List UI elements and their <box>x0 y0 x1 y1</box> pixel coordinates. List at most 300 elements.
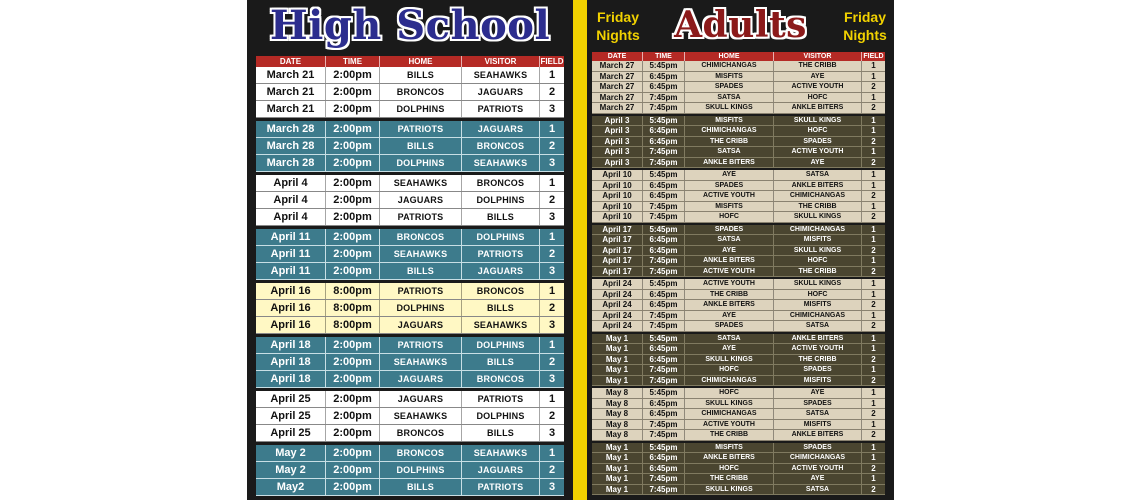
field-cell: 2 <box>548 410 556 422</box>
date-cell: April 3 <box>592 158 643 168</box>
table-row <box>592 170 885 181</box>
home-team-cell: BILLS <box>380 479 462 495</box>
date-cell: April 10 <box>592 191 643 201</box>
date-cell: April 11 <box>256 229 326 245</box>
date-cell: May 8 <box>592 388 643 398</box>
date-cell: April 16 <box>256 300 326 316</box>
table-row <box>256 425 564 442</box>
home-team-cell: MISFITS <box>685 72 774 82</box>
time-cell: 2:00pm <box>326 175 380 191</box>
field-cell: 1 <box>548 393 556 405</box>
field-cell: 1 <box>871 147 876 156</box>
table-row <box>592 137 885 148</box>
field-cell: 1 <box>871 398 876 408</box>
field-cell: 3 <box>548 157 556 169</box>
home-team-cell: SEAHAWKS <box>380 354 462 370</box>
date-cell: May 8 <box>592 409 643 419</box>
field-cell: 3 <box>548 427 556 439</box>
table-row <box>592 147 885 158</box>
time-cell: 8:00pm <box>326 300 380 316</box>
visitor-team-cell: DOLPHINS <box>462 192 540 208</box>
time-cell: 7:45pm <box>643 311 685 321</box>
column-header-visitor: VISITOR <box>462 56 540 67</box>
table-row <box>592 365 885 376</box>
visitor-team-cell: SPADES <box>774 443 862 453</box>
visitor-team-cell: AYE <box>774 388 862 398</box>
field-cell: 2 <box>548 140 556 152</box>
date-cell: April 16 <box>256 317 326 333</box>
visitor-team-cell: THE CRIBB <box>774 267 862 277</box>
field-cell: 3 <box>548 103 556 115</box>
date-cell: April 3 <box>592 116 643 126</box>
home-team-cell: BILLS <box>380 138 462 154</box>
date-cell: April 4 <box>256 192 326 208</box>
visitor-team-cell: JAGUARS <box>462 263 540 279</box>
field-cell: 1 <box>548 339 556 351</box>
visitor-team-cell: ANKLE BITERS <box>774 181 862 191</box>
table-row <box>592 61 885 72</box>
field-cell: 3 <box>548 211 556 223</box>
visitor-team-cell: ANKLE BITERS <box>774 103 862 113</box>
visitor-team-cell: SEAHAWKS <box>462 317 540 333</box>
field-cell: 1 <box>548 177 556 189</box>
table-row <box>592 235 885 246</box>
home-team-cell: SATSA <box>685 235 774 245</box>
time-cell: 2:00pm <box>326 479 380 495</box>
time-cell: 7:45pm <box>643 158 685 168</box>
visitor-team-cell: ANKLE BITERS <box>774 430 862 440</box>
high-school-title: High School <box>269 2 551 49</box>
time-cell: 5:45pm <box>643 170 685 180</box>
home-team-cell: ANKLE BITERS <box>685 158 774 168</box>
field-cell: 2 <box>871 191 876 200</box>
field-cell: 1 <box>871 279 876 288</box>
table-row <box>592 443 885 454</box>
field-cell: 1 <box>871 256 876 265</box>
time-cell: 5:45pm <box>643 388 685 398</box>
column-header-date: DATE <box>256 56 326 67</box>
time-cell: 2:00pm <box>326 138 380 154</box>
home-team-cell: SKULL KINGS <box>685 399 774 409</box>
date-cell: May 1 <box>592 453 643 463</box>
time-cell: 6:45pm <box>643 409 685 419</box>
field-cell: 2 <box>548 302 556 314</box>
date-cell: April 10 <box>592 202 643 212</box>
date-cell: May 1 <box>592 485 643 495</box>
field-cell: 2 <box>871 354 876 364</box>
home-team-cell: ACTIVE YOUTH <box>685 191 774 201</box>
table-row <box>256 408 564 425</box>
home-team-cell: PATRIOTS <box>380 283 462 299</box>
time-cell: 2:00pm <box>326 209 380 225</box>
date-cell: May2 <box>256 479 326 495</box>
time-cell: 6:45pm <box>643 235 685 245</box>
field-cell: 2 <box>871 103 876 112</box>
table-row <box>592 300 885 311</box>
table-row <box>592 279 885 290</box>
table-row <box>256 354 564 371</box>
visitor-team-cell: DOLPHINS <box>462 337 540 353</box>
field-cell: 2 <box>871 375 876 385</box>
table-row <box>592 93 885 104</box>
field-cell: 2 <box>548 248 556 260</box>
date-cell: March 27 <box>592 93 643 103</box>
home-team-cell: MISFITS <box>685 116 774 126</box>
visitor-team-cell: ACTIVE YOUTH <box>774 464 862 474</box>
field-cell: 2 <box>548 464 556 476</box>
table-row <box>256 138 564 155</box>
home-team-cell: MISFITS <box>685 443 774 453</box>
table-row <box>592 212 885 223</box>
field-cell: 1 <box>871 344 876 353</box>
home-team-cell: SKULL KINGS <box>685 485 774 495</box>
table-row <box>592 344 885 355</box>
time-cell: 6:45pm <box>643 344 685 354</box>
table-row <box>256 155 564 172</box>
time-cell: 6:45pm <box>643 464 685 474</box>
date-cell: April 17 <box>592 246 643 256</box>
field-cell: 1 <box>871 235 876 244</box>
adults-table-header <box>592 52 885 61</box>
column-header-visitor: VISITOR <box>774 52 862 61</box>
date-cell: April 24 <box>592 321 643 331</box>
visitor-team-cell: BILLS <box>462 354 540 370</box>
date-cell: April 10 <box>592 170 643 180</box>
field-cell: 1 <box>871 201 876 211</box>
date-cell: April 24 <box>592 290 643 300</box>
visitor-team-cell: ACTIVE YOUTH <box>774 82 862 92</box>
date-cell: May 1 <box>592 365 643 375</box>
date-cell: May 1 <box>592 344 643 354</box>
table-row <box>256 229 564 246</box>
table-row <box>592 191 885 202</box>
table-row <box>592 256 885 267</box>
date-cell: May 8 <box>592 399 643 409</box>
home-team-cell: SPADES <box>685 225 774 235</box>
time-cell: 6:45pm <box>643 290 685 300</box>
home-team-cell: HOFC <box>685 365 774 375</box>
home-team-cell: JAGUARS <box>380 192 462 208</box>
table-row <box>592 474 885 485</box>
table-row <box>592 103 885 114</box>
home-team-cell: SATSA <box>685 93 774 103</box>
home-team-cell: SPADES <box>685 321 774 331</box>
table-row <box>592 290 885 301</box>
date-cell: April 3 <box>592 147 643 157</box>
time-cell: 2:00pm <box>326 229 380 245</box>
visitor-team-cell: HOFC <box>774 126 862 136</box>
field-cell: 3 <box>548 481 556 493</box>
time-cell: 7:45pm <box>643 147 685 157</box>
date-cell: May 2 <box>256 462 326 478</box>
field-cell: 1 <box>871 115 876 125</box>
home-team-cell: BRONCOS <box>380 229 462 245</box>
field-cell: 2 <box>548 356 556 368</box>
time-cell: 7:45pm <box>643 321 685 331</box>
table-row <box>256 462 564 479</box>
field-cell: 1 <box>871 289 876 299</box>
field-cell: 2 <box>871 266 876 276</box>
home-team-cell: THE CRIBB <box>685 290 774 300</box>
time-cell: 7:45pm <box>643 202 685 212</box>
home-team-cell: AYE <box>685 246 774 256</box>
home-team-cell: JAGUARS <box>380 317 462 333</box>
home-team-cell: CHIMICHANGAS <box>685 376 774 386</box>
field-cell: 2 <box>871 430 876 439</box>
visitor-team-cell: CHIMICHANGAS <box>774 453 862 463</box>
field-cell: 1 <box>871 388 876 397</box>
visitor-team-cell: SKULL KINGS <box>774 116 862 126</box>
time-cell: 7:45pm <box>643 267 685 277</box>
time-cell: 2:00pm <box>326 337 380 353</box>
date-cell: May 8 <box>592 430 643 440</box>
time-cell: 2:00pm <box>326 425 380 441</box>
visitor-team-cell: AYE <box>774 72 862 82</box>
home-team-cell: HOFC <box>685 212 774 222</box>
home-team-cell: BRONCOS <box>380 425 462 441</box>
home-team-cell: SEAHAWKS <box>380 175 462 191</box>
visitor-team-cell: MISFITS <box>774 235 862 245</box>
table-row <box>592 388 885 399</box>
date-cell: March 21 <box>256 67 326 83</box>
visitor-team-cell: BILLS <box>462 209 540 225</box>
field-cell: 1 <box>871 224 876 234</box>
high-school-schedule-panel <box>247 0 573 500</box>
home-team-cell: CHIMICHANGAS <box>685 61 774 71</box>
visitor-team-cell: HOFC <box>774 256 862 266</box>
home-team-cell: JAGUARS <box>380 371 462 387</box>
date-cell: March 21 <box>256 101 326 117</box>
visitor-team-cell: THE CRIBB <box>774 355 862 365</box>
visitor-team-cell: SEAHAWKS <box>462 445 540 461</box>
home-team-cell: SPADES <box>685 82 774 92</box>
table-row <box>256 101 564 118</box>
date-cell: April 24 <box>592 311 643 321</box>
visitor-team-cell: SATSA <box>774 485 862 495</box>
time-cell: 7:45pm <box>643 212 685 222</box>
date-cell: March 27 <box>592 72 643 82</box>
date-cell: April 25 <box>256 425 326 441</box>
time-cell: 6:45pm <box>643 181 685 191</box>
time-cell: 6:45pm <box>643 300 685 310</box>
home-team-cell: DOLPHINS <box>380 101 462 117</box>
date-cell: April 17 <box>592 225 643 235</box>
time-cell: 2:00pm <box>326 192 380 208</box>
field-cell: 2 <box>871 136 876 146</box>
time-cell: 6:45pm <box>643 355 685 365</box>
table-row <box>256 445 564 462</box>
home-team-cell: CHIMICHANGAS <box>685 409 774 419</box>
time-cell: 6:45pm <box>643 399 685 409</box>
home-team-cell: SATSA <box>685 334 774 344</box>
column-header-field: FIELD <box>540 57 564 66</box>
home-team-cell: AYE <box>685 311 774 321</box>
visitor-team-cell: SATSA <box>774 170 862 180</box>
time-cell: 5:45pm <box>643 61 685 71</box>
table-row <box>592 485 885 496</box>
visitor-team-cell: ACTIVE YOUTH <box>774 344 862 354</box>
time-cell: 7:45pm <box>643 430 685 440</box>
time-cell: 2:00pm <box>326 67 380 83</box>
field-cell: 3 <box>548 265 556 277</box>
field-cell: 2 <box>548 194 556 206</box>
table-row <box>256 209 564 226</box>
date-cell: May 1 <box>592 355 643 365</box>
visitor-team-cell: THE CRIBB <box>774 202 862 212</box>
column-header-field: FIELD <box>863 53 884 60</box>
column-header-home: HOME <box>380 56 462 67</box>
field-cell: 2 <box>871 157 876 167</box>
date-cell: April 3 <box>592 137 643 147</box>
home-team-cell: SPADES <box>685 181 774 191</box>
home-team-cell: ANKLE BITERS <box>685 300 774 310</box>
date-cell: April 18 <box>256 354 326 370</box>
table-row <box>256 246 564 263</box>
table-row <box>256 283 564 300</box>
home-team-cell: THE CRIBB <box>685 430 774 440</box>
field-cell: 2 <box>871 409 876 418</box>
friday-nights-label-left: Friday Nights <box>596 9 640 43</box>
visitor-team-cell: BILLS <box>462 300 540 316</box>
visitor-team-cell: SKULL KINGS <box>774 212 862 222</box>
table-row <box>592 334 885 345</box>
field-cell: 3 <box>548 373 556 385</box>
time-cell: 2:00pm <box>326 462 380 478</box>
table-row <box>256 263 564 280</box>
visitor-team-cell: JAGUARS <box>462 462 540 478</box>
column-header-time: TIME <box>326 56 380 67</box>
visitor-team-cell: THE CRIBB <box>774 61 862 71</box>
date-cell: May 1 <box>592 443 643 453</box>
table-row <box>592 409 885 420</box>
visitor-team-cell: SKULL KINGS <box>774 246 862 256</box>
visitor-team-cell: AYE <box>774 158 862 168</box>
time-cell: 6:45pm <box>643 191 685 201</box>
table-row <box>256 84 564 101</box>
date-cell: April 18 <box>256 371 326 387</box>
visitor-team-cell: SKULL KINGS <box>774 279 862 289</box>
visitor-team-cell: BILLS <box>462 425 540 441</box>
date-cell: April 11 <box>256 263 326 279</box>
field-cell: 2 <box>871 82 876 91</box>
home-team-cell: ACTIVE YOUTH <box>685 267 774 277</box>
date-cell: April 25 <box>256 391 326 407</box>
home-team-cell: SEAHAWKS <box>380 246 462 262</box>
time-cell: 2:00pm <box>326 155 380 171</box>
date-cell: April 10 <box>592 181 643 191</box>
home-team-cell: ACTIVE YOUTH <box>685 279 774 289</box>
time-cell: 7:45pm <box>643 365 685 375</box>
home-team-cell: AYE <box>685 344 774 354</box>
field-cell: 1 <box>871 92 876 102</box>
date-cell: March 27 <box>592 82 643 92</box>
table-row <box>256 175 564 192</box>
time-cell: 7:45pm <box>643 474 685 484</box>
date-cell: April 24 <box>592 279 643 289</box>
visitor-team-cell: BRONCOS <box>462 283 540 299</box>
visitor-team-cell: DOLPHINS <box>462 229 540 245</box>
visitor-team-cell: SATSA <box>774 409 862 419</box>
yellow-divider <box>573 0 587 500</box>
column-header-date: DATE <box>592 52 643 61</box>
time-cell: 6:45pm <box>643 72 685 82</box>
visitor-team-cell: SEAHAWKS <box>462 155 540 171</box>
home-team-cell: DOLPHINS <box>380 462 462 478</box>
field-cell: 1 <box>871 126 876 135</box>
home-team-cell: PATRIOTS <box>380 209 462 225</box>
visitor-team-cell: PATRIOTS <box>462 479 540 495</box>
time-cell: 7:45pm <box>643 485 685 495</box>
column-header-home: HOME <box>685 52 774 61</box>
field-cell: 1 <box>548 69 556 81</box>
table-row <box>592 430 885 441</box>
table-row <box>592 126 885 137</box>
table-row <box>592 311 885 322</box>
visitor-team-cell: SPADES <box>774 365 862 375</box>
field-cell: 2 <box>871 463 876 473</box>
time-cell: 5:45pm <box>643 443 685 453</box>
home-team-cell: BILLS <box>380 263 462 279</box>
field-cell: 1 <box>548 231 556 243</box>
visitor-team-cell: PATRIOTS <box>462 101 540 117</box>
table-row <box>256 192 564 209</box>
date-cell: March 27 <box>592 103 643 113</box>
visitor-team-cell: DOLPHINS <box>462 408 540 424</box>
time-cell: 6:45pm <box>643 126 685 136</box>
time-cell: 8:00pm <box>326 317 380 333</box>
home-team-cell: DOLPHINS <box>380 300 462 316</box>
home-team-cell: MISFITS <box>685 202 774 212</box>
table-row <box>256 479 564 496</box>
visitor-team-cell: ACTIVE YOUTH <box>774 147 862 157</box>
date-cell: March 27 <box>592 61 643 71</box>
adults-title: Adults <box>674 4 807 46</box>
home-team-cell: BRONCOS <box>380 84 462 100</box>
home-team-cell: SEAHAWKS <box>380 408 462 424</box>
field-cell: 1 <box>871 61 876 70</box>
home-team-cell: ACTIVE YOUTH <box>685 420 774 430</box>
time-cell: 7:45pm <box>643 420 685 430</box>
date-cell: May 1 <box>592 464 643 474</box>
table-row <box>592 453 885 464</box>
field-cell: 1 <box>871 474 876 483</box>
home-team-cell: ANKLE BITERS <box>685 256 774 266</box>
high-school-schedule-table <box>256 67 564 496</box>
date-cell: March 28 <box>256 121 326 137</box>
field-cell: 1 <box>871 442 876 452</box>
date-cell: May 1 <box>592 334 643 344</box>
time-cell: 8:00pm <box>326 283 380 299</box>
table-row <box>592 72 885 83</box>
home-team-cell: SKULL KINGS <box>685 355 774 365</box>
table-row <box>592 355 885 366</box>
table-row <box>592 464 885 475</box>
time-cell: 6:45pm <box>643 137 685 147</box>
table-row <box>592 399 885 410</box>
time-cell: 5:45pm <box>643 225 685 235</box>
field-cell: 2 <box>871 321 876 330</box>
field-cell: 1 <box>871 310 876 320</box>
table-row <box>592 225 885 236</box>
date-cell: March 28 <box>256 138 326 154</box>
date-cell: April 16 <box>256 283 326 299</box>
table-row <box>256 317 564 334</box>
visitor-team-cell: AYE <box>774 474 862 484</box>
date-cell: May 1 <box>592 376 643 386</box>
visitor-team-cell: BRONCOS <box>462 138 540 154</box>
time-cell: 6:45pm <box>643 246 685 256</box>
time-cell: 2:00pm <box>326 246 380 262</box>
